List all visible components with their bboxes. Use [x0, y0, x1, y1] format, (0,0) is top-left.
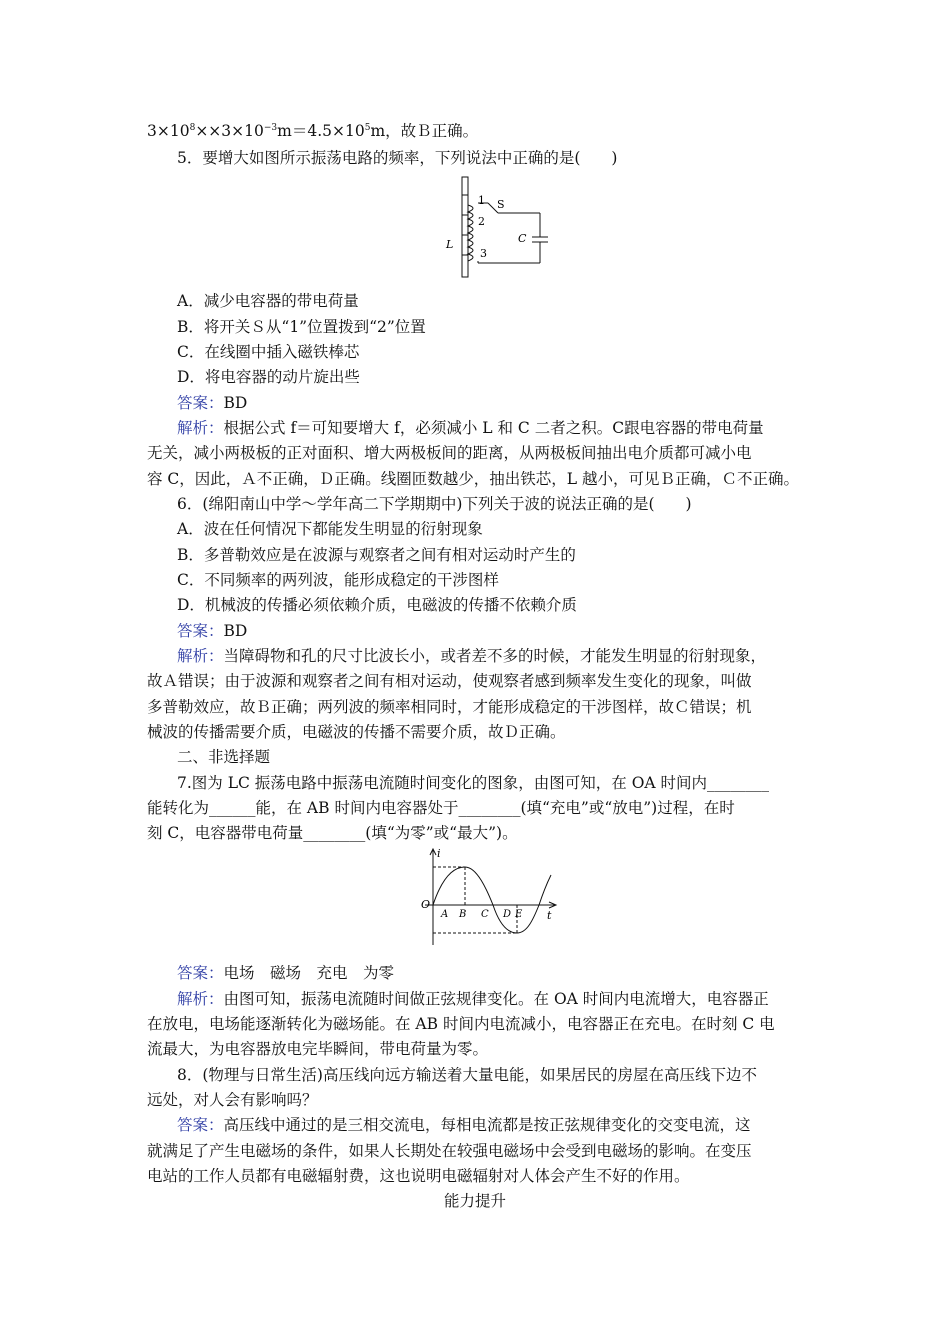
analysis-5-line: 容 C，因此，Ａ不正确，Ｄ正确。线圈匝数越少，抽出铁芯，L 越小，可见Ｂ正确，Ｃ不正确。 [147, 470, 800, 488]
analysis-5: 解析：根据公式 f＝可知要增大 f，必须减小 L 和 C 二者之积。C跟电容器的带电荷量 [177, 419, 764, 437]
point-b: B [459, 909, 467, 920]
label-c: C [518, 232, 527, 245]
point-a: A [441, 909, 449, 920]
option-6a: A．波在任何情况下都能发生明显的衍射现象 [177, 520, 483, 538]
point-e: E [515, 909, 523, 920]
current-graph-figure [415, 845, 560, 950]
option-6c: C．不同频率的两列波，能形成稳定的干涉图样 [177, 571, 499, 589]
section-heading: 二、非选择题 [177, 748, 271, 766]
option-5c: C．在线圈中插入磁铁棒芯 [177, 343, 360, 361]
analysis-6-line: 械波的传播需要介质，电磁波的传播不需要介质，故Ｄ正确。 [147, 723, 566, 741]
label-s: S [497, 198, 505, 211]
answer-8-line: 电站的工作人员都有电磁辐射费，这也说明电磁辐射对人体会产生不好的作用。 [147, 1167, 690, 1185]
label-l: L [446, 238, 454, 251]
answer-7: 答案：电场 磁场 充电 为零 [177, 964, 395, 982]
option-5d: D．将电容器的动片旋出些 [177, 368, 360, 386]
question-8: 8．(物理与日常生活)高压线向远方输送着大量电能，如果居民的房屋在高压线下边不 [177, 1066, 757, 1084]
answer-5: 答案：BD [177, 394, 248, 412]
analysis-6-line: 多普勒效应，故Ｂ正确；两列波的频率相同时，才能形成稳定的干涉图样，故Ｃ错误；机 [147, 698, 752, 716]
label-2: 2 [478, 215, 485, 228]
label-3: 3 [480, 247, 487, 260]
option-6d: D．机械波的传播必须依赖介质，电磁波的传播不依赖介质 [177, 596, 577, 614]
question-6: 6．(绵阳南山中学～学年高二下学期期中)下列关于波的说法正确的是( ) [177, 495, 692, 513]
section-footer-title: 能力提升 [443, 1192, 506, 1210]
question-5: 5．要增大如图所示振荡电路的频率，下列说法中正确的是( ) [177, 149, 618, 167]
option-5a: A．减少电容器的带电荷量 [177, 292, 359, 310]
analysis-7-line: 流最大，为电容器放电完毕瞬间，带电荷量为零。 [147, 1040, 489, 1058]
question-7-line: 刻 C，电容器带电荷量________(填“为零”或“最大”)。 [147, 824, 518, 842]
point-d: D [503, 909, 512, 920]
axis-label-t: t [547, 909, 552, 922]
answer-8: 答案：高压线中通过的是三相交流电，每相电流都是按正弦规律变化的交变电流，这 [177, 1116, 751, 1134]
analysis-5-line: 无关，减小两极板的正对面积、增大两极板间的距离，从两极板间抽出电介质都可减小电 [147, 444, 752, 462]
answer-6: 答案：BD [177, 622, 248, 640]
origin-label: O [421, 898, 431, 911]
option-5b: B．将开关Ｓ从“1”位置拨到“2”位置 [177, 318, 426, 336]
analysis-6: 解析：当障碍物和孔的尺寸比波长小，或者差不多的时候，才能发生明显的衍射现象， [177, 647, 767, 665]
option-6b: B．多普勒效应是在波源与观察者之间有相对运动时产生的 [177, 546, 576, 564]
label-1: 1 [478, 194, 485, 207]
analysis-7-line: 在放电，电场能逐渐转化为磁场能。在 AB 时间内电流减小，电容器正在充电。在时刻 C 电 [147, 1015, 775, 1033]
lc-circuit-figure [440, 175, 560, 280]
axis-label-i: i [437, 847, 441, 860]
answer-8-line: 就满足了产生电磁场的条件，如果人长期处在较强电磁场中会受到电磁场的影响。在变压 [147, 1142, 752, 1160]
question-7: 7.图为 LC 振荡电路中振荡电流随时间变化的图象，由图可知，在 OA 时间内________ [177, 774, 770, 792]
question-7-line: 能转化为______能，在 AB 时间内电容器处于________(填“充电”或“放电”)过程，在时 [147, 799, 735, 817]
analysis-6-line: 故Ａ错误；由于波源和观察者之间有相对运动，使观察者感到频率发生变化的现象，叫做 [147, 672, 752, 690]
question-8-line: 远处，对人会有影响吗？ [147, 1091, 318, 1109]
analysis-7: 解析：由图可知，振荡电流随时间做正弦规律变化。在 OA 时间内电流增大，电容器正 [177, 990, 769, 1008]
point-c: C [481, 909, 489, 920]
text-line: $3\times 10^8\times\times 3\times 10^{-3}m=4.5\times 10^5m$，故Ｂ正确。 [147, 122, 479, 140]
